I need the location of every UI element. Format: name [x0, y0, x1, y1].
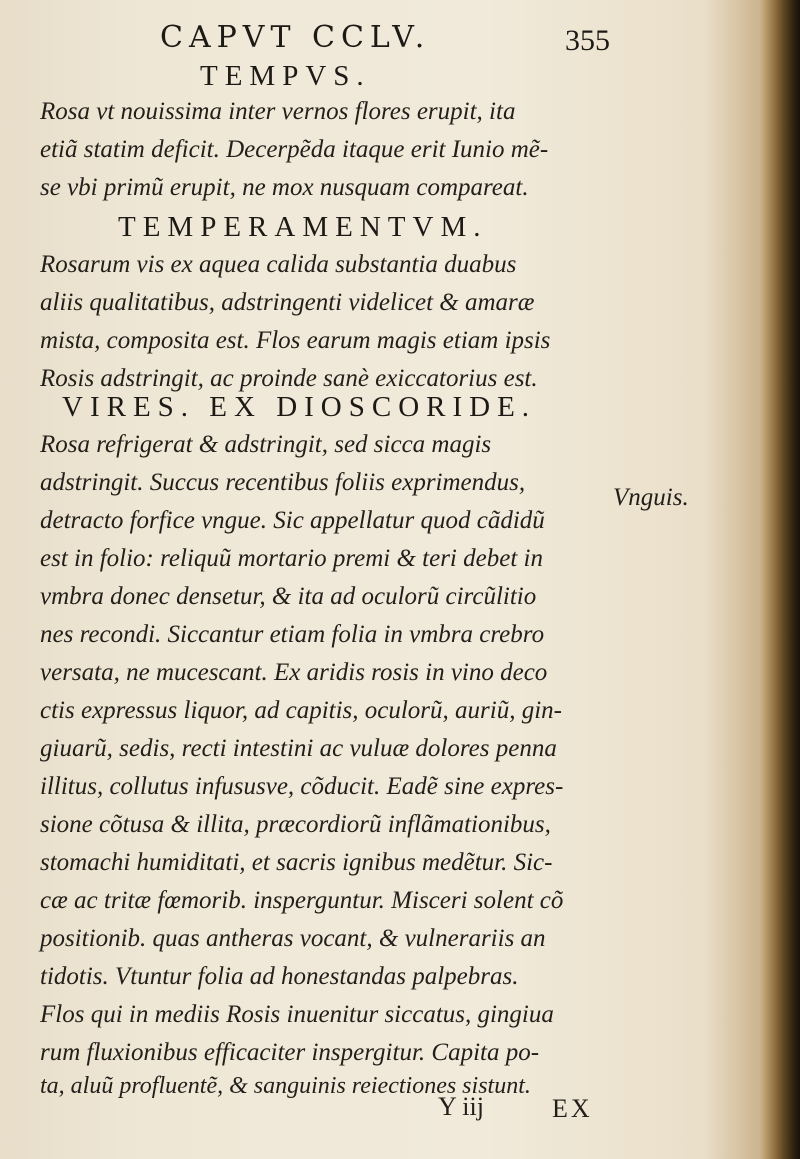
section-heading-temperamentum: TEMPERAMENTVM.: [118, 211, 488, 243]
section-heading-vires: VIRES. EX DIOSCORIDE.: [62, 391, 537, 423]
text-line: detracto forfice vngue. Sic appellatur quod cãdidũ: [40, 507, 545, 534]
text-line: Flos qui in mediis Rosis inuenitur siccatus, gingiua: [40, 1001, 554, 1028]
text-line: adstringit. Succus recentibus foliis exprimendus,: [40, 469, 526, 496]
text-line: versata, ne mucescant. Ex aridis rosis in vino deco: [40, 659, 548, 686]
section-heading-tempus: TEMPVS.: [200, 60, 371, 92]
page-number: 355: [565, 24, 610, 57]
text-line: rum fluxionibus efficaciter inspergitur. Capita po-: [40, 1039, 540, 1066]
catchword: EX: [552, 1094, 593, 1123]
running-head: CAPVT CCLV.: [160, 20, 431, 55]
text-line: nes recondi. Siccantur etiam folia in vmbra crebro: [40, 621, 545, 648]
text-line: positionib. quas antheras vocant, & vulnerariis an: [40, 925, 546, 952]
text-line: Rosa refrigerat & adstringit, sed sicca magis: [40, 431, 492, 458]
text-line: Rosarum vis ex aquea calida substantia duabus: [40, 251, 517, 278]
text-line: etiã statim deficit. Decerpẽda itaque erit Iunio mẽ-: [40, 136, 549, 163]
text-line: illitus, collutus infususve, cõducit. Eadẽ sine expres-: [40, 773, 564, 800]
text-line: mista, composita est. Flos earum magis etiam ipsis: [40, 327, 551, 354]
text-line: stomachi humiditati, et sacris ignibus medẽtur. Sic-: [40, 849, 553, 876]
text-line: aliis qualitatibus, adstringenti videlicet & amaræ: [40, 289, 535, 316]
text-line: ctis expressus liquor, ad capitis, oculorũ, auriũ, gin-: [40, 697, 562, 724]
text-line: vmbra donec densetur, & ita ad oculorũ circũlitio: [40, 583, 537, 610]
margin-note: Vnguis.: [613, 484, 689, 511]
text-line: Rosis adstringit, ac proinde sanè exiccatorius est.: [40, 365, 538, 392]
text-line: cæ ac tritæ fœmorib. insperguntur. Misceri solent cõ: [40, 887, 564, 914]
text-line: est in folio: reliquũ mortario premi & teri debet in: [40, 545, 543, 572]
text-line: sione cõtusa & illita, præcordiorũ inflãmationibus,: [40, 811, 551, 838]
text-line: tidotis. Vtuntur folia ad honestandas palpebras.: [40, 963, 519, 990]
text-line: se vbi primũ erupit, ne mox nusquam compareat.: [40, 174, 529, 201]
signature-mark: Y iij: [438, 1092, 484, 1121]
text-line: giuarũ, sedis, recti intestini ac vuluæ dolores penna: [40, 735, 557, 762]
page-binding-edge: [762, 0, 800, 1159]
text-line: Rosa vt nouissima inter vernos flores erupit, ita: [40, 98, 516, 125]
text-line: ta, aluũ profluentẽ, & sanguinis reiectiones sistunt.: [40, 1073, 531, 1099]
